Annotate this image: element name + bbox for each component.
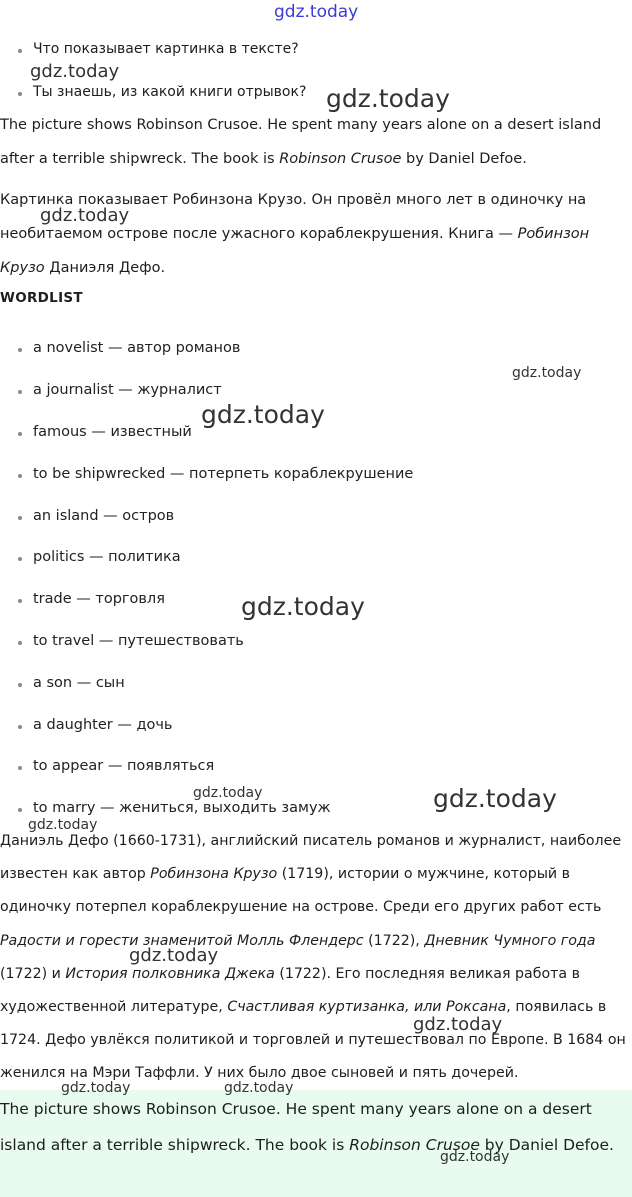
bio-paragraph: Даниэль Дефо (1660-1731), английский писатель романов и журналист, наиболее известен как автор Робинзона Крузо (1719), истории о мужчине, который в одиночку потерпел кораблекрушение на острове. Среди его других работ есть Радости и горести знаменитой Молль Флендерс (1722), Дневник Чумного года (1722) и История полковника Джека (1722). Его последняя великая работа в художественной литературе, Счастливая куртизанка, или Роксана, появилась в 1724. Дефо увлёкся политикой и торговлей и путешествовал по Европе. В 1684 он женился на Мэри Таффли. У них было двое сыновей и пять дочерей. — [0, 833, 626, 1082]
watermark: gdz.today — [440, 1149, 510, 1165]
watermark: gdz.today — [193, 785, 263, 801]
watermark: gdz.today — [129, 945, 219, 966]
watermark: gdz.today — [241, 592, 365, 621]
watermark: gdz.today — [30, 61, 120, 82]
wordlist-item: to marry — жениться, выходить замуж — [33, 800, 331, 816]
watermark: gdz.today — [40, 205, 130, 226]
final-answer: The picture shows Robinson Crusoe. He spent many years alone on a desert island after a terrible shipwreck. The book is Robinson Crusoe by Daniel Defoe. — [0, 1100, 614, 1154]
watermark: gdz.today — [224, 1080, 294, 1096]
watermark: gdz.today — [326, 84, 450, 113]
wordlist-item: a daughter — дочь — [33, 717, 173, 733]
wordlist-item: famous — известный — [33, 424, 192, 440]
wordlist-heading: WORDLIST — [0, 290, 83, 306]
question-1: Что показывает картинка в тексте? — [33, 41, 299, 57]
wordlist-item: to travel — путешествовать — [33, 633, 244, 649]
wordlist-item: politics — политика — [33, 549, 181, 565]
wordlist-item: a son — сын — [33, 675, 125, 691]
watermark: gdz.today — [28, 817, 98, 833]
wordlist-item: an island — остров — [33, 508, 175, 524]
wordlist-item: to be shipwrecked — потерпеть кораблекрушение — [33, 466, 414, 482]
answer-russian: Картинка показывает Робинзона Крузо. Он провёл много лет в одиночку на необитаемом острове после ужасного кораблекрушения. Книга — Робинзон Крузо Даниэля Дефо. — [0, 192, 590, 276]
wordlist-item: a novelist — автор романов — [33, 340, 241, 356]
watermark: gdz.today — [201, 400, 325, 429]
watermark: gdz.today — [61, 1080, 131, 1096]
answer-english: The picture shows Robinson Crusoe. He spent many years alone on a desert island after a terrible shipwreck. The book is Robinson Crusoe by Daniel Defoe. — [0, 117, 602, 167]
wordlist-item: a journalist — журналист — [33, 382, 222, 398]
watermark: gdz.today — [512, 365, 582, 381]
watermark: gdz.today — [433, 784, 557, 813]
top-watermark: gdz.today — [274, 2, 359, 22]
watermark: gdz.today — [413, 1014, 503, 1035]
question-2: Ты знаешь, из какой книги отрывок? — [33, 84, 307, 100]
wordlist-item: trade — торговля — [33, 591, 165, 607]
wordlist-item: to appear — появляться — [33, 758, 215, 774]
